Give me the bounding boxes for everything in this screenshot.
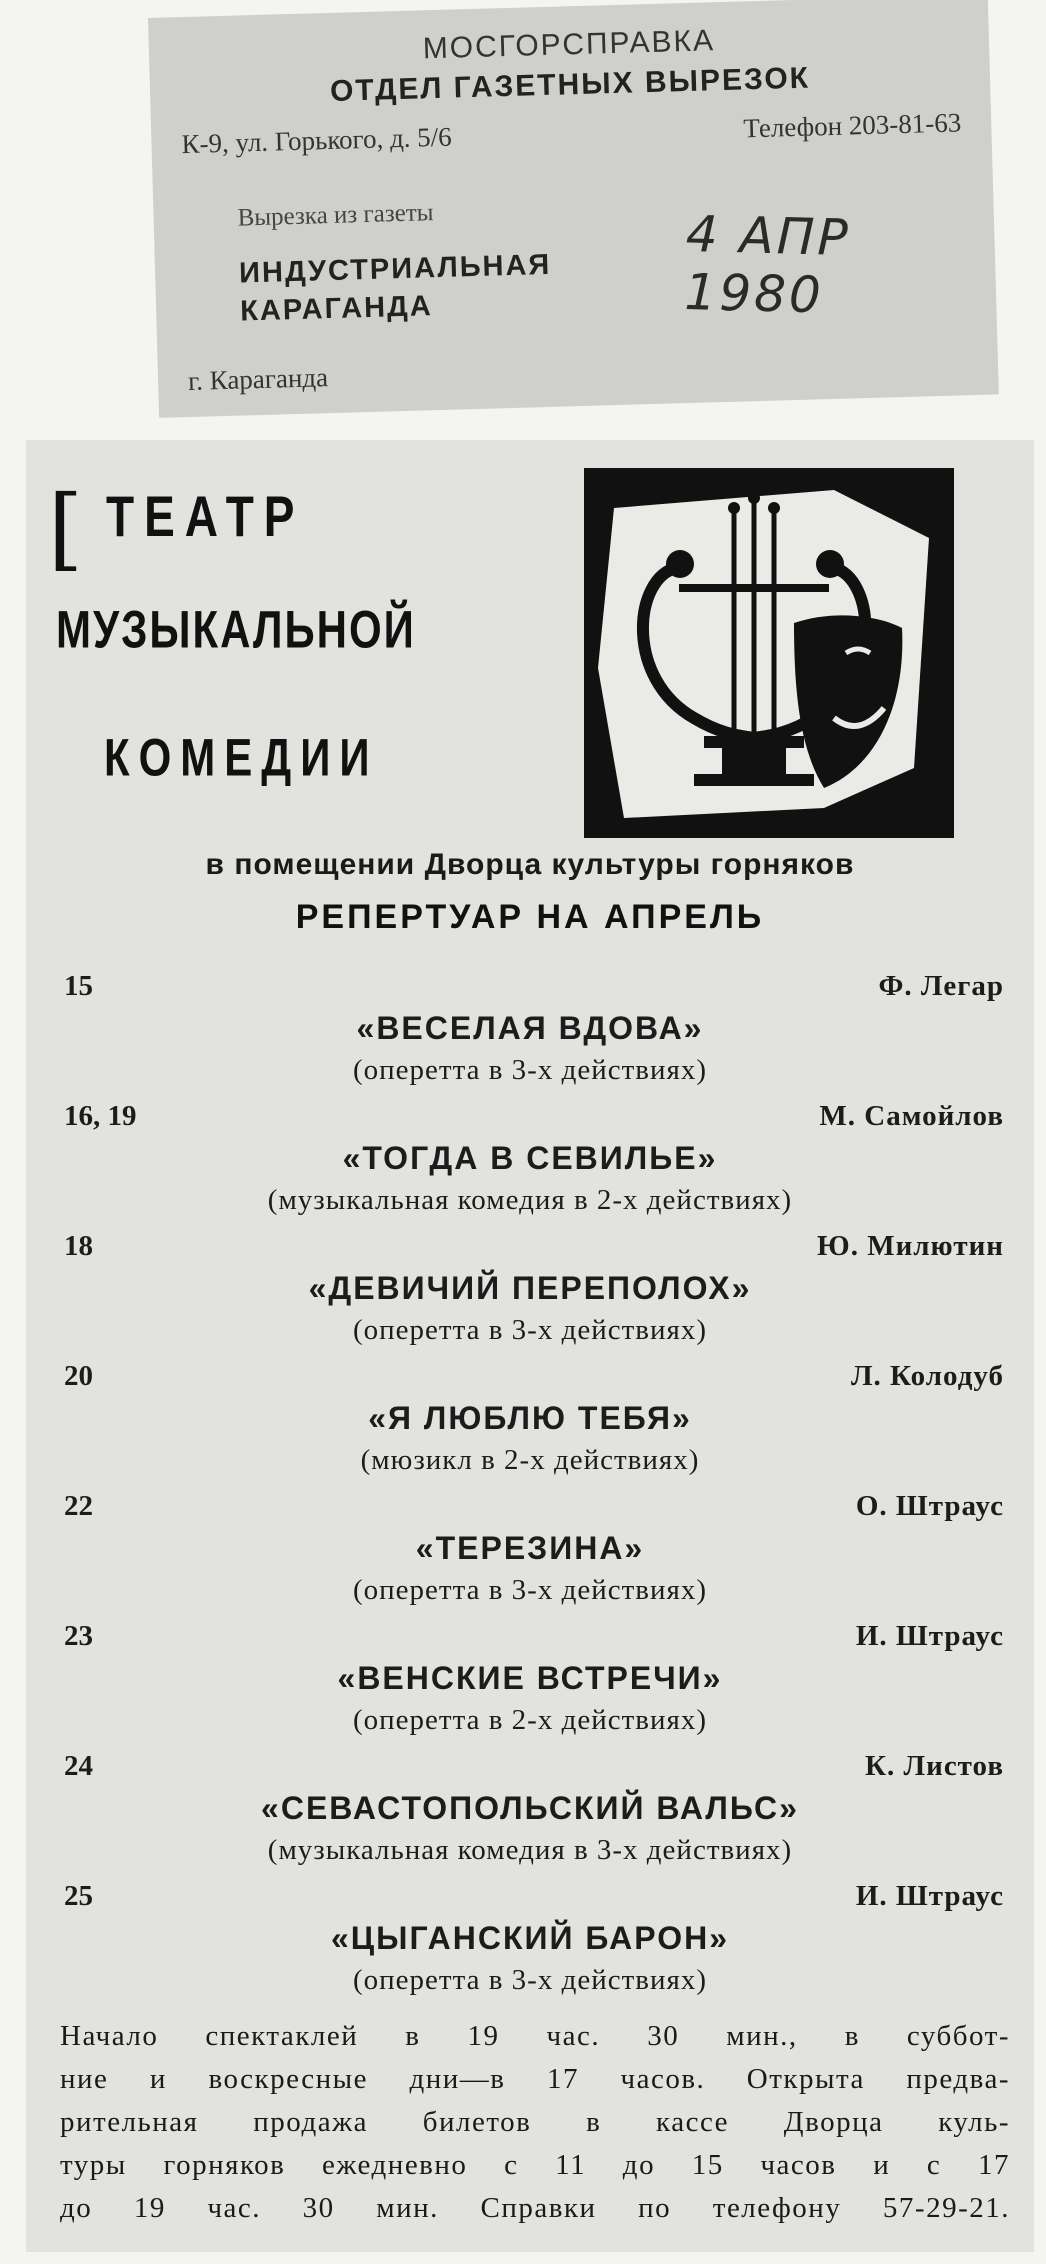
newspaper-clipping [26,440,1034,2252]
play-author: И. Штраус [855,1620,1004,1652]
stamp-city: г. Караганда [187,362,329,397]
play-date: 18 [64,1230,93,1262]
title-musical: МУЗЫКАЛЬНОЙ [56,600,416,659]
footer-line: до 19 час. 30 мин. Справки по телефону 57-29-21. [60,2192,1010,2224]
play-genre: (музыкальная комедия в 3-х действиях) [267,1834,793,1866]
play-date: 24 [64,1750,93,1782]
play-title: «ДЕВИЧИЙ ПЕРЕПОЛОХ» [308,1270,752,1306]
stamp-contact-row [181,107,962,160]
play-title: «ВЕНСКИЕ ВСТРЕЧИ» [337,1660,723,1696]
footer-info [60,2015,1010,2230]
footer-line: туры горняков ежедневно с 11 до 15 часов и с 17 [60,2149,1010,2181]
play-genre: (музыкальная комедия в 2-х действиях) [267,1184,793,1216]
title-comedy: КОМЕДИИ [104,728,379,787]
play-genre: (оперетта в 3-х действиях) [353,1574,707,1606]
play-author: О. Штраус [855,1490,1004,1522]
play-date: 23 [64,1620,93,1652]
play-author: Л. Колодуб [850,1360,1004,1392]
stamp-department: ОТДЕЛ ГАЗЕТНЫХ ВЫРЕЗОК [329,61,811,108]
play-author: Ф. Легар [878,970,1004,1002]
play-title: «ВЕСЕЛАЯ ВДОВА» [356,1010,704,1046]
play-title: «Я ЛЮБЛЮ ТЕБЯ» [368,1400,692,1436]
stamp-phone: Телефон 203-81-63 [742,107,962,144]
play-date: 22 [64,1490,93,1522]
play-title: «ТОГДА В СЕВИЛЬЕ» [342,1140,718,1176]
stamp-date: 4 АПР 1980 [683,204,852,325]
play-author: М. Самойлов [819,1100,1004,1132]
play-date: 20 [64,1360,93,1392]
clipping-service-stamp [148,0,999,418]
stamp-newspaper-line1: ИНДУСТРИАЛЬНАЯ [238,248,552,290]
play-author: Ю. Милютин [817,1230,1004,1262]
decorative-bracket-icon: [ [48,476,84,581]
stamp-newspaper-line2: КАРАГАНДА [239,290,434,328]
footer-line: рительная продажа билетов в кассе Дворца куль- [60,2106,1010,2138]
footer-line: Начало спектаклей в 19 час. 30 мин., в суббот- [60,2020,1010,2052]
play-date: 16, 19 [64,1100,137,1132]
lyre-and-mask-icon [584,468,954,838]
play-author: И. Штраус [855,1880,1004,1912]
play-title: «ЦЫГАНСКИЙ БАРОН» [331,1920,729,1956]
play-date: 15 [64,970,93,1002]
play-author: К. Листов [864,1750,1004,1782]
stamp-org: МОСГОРСПРАВКА [422,24,716,66]
footer-line: ние и воскресные дни—в 17 часов. Открыта предва- [60,2063,1010,2095]
title-theatre: ТЕАТР [106,483,305,549]
play-title: «ТЕРЕЗИНА» [415,1530,645,1566]
play-genre: (оперетта в 3-х действиях) [353,1314,707,1346]
stamp-address: К-9, ул. Горького, д. 5/6 [181,121,453,160]
play-genre: (мюзикл в 2-х действиях) [360,1444,700,1476]
venue-line: в помещении Дворца культуры горняков [205,848,855,881]
play-title: «СЕВАСТОПОЛЬСКИЙ ВАЛЬС» [261,1790,799,1826]
play-genre: (оперетта в 2-х действиях) [353,1704,707,1736]
play-genre: (оперетта в 3-х действиях) [353,1964,707,1996]
play-date: 25 [64,1880,93,1912]
repertoire-heading: РЕПЕРТУАР НА АПРЕЛЬ [295,898,765,936]
stamp-clipping-label: Вырезка из газеты [237,199,434,232]
play-genre: (оперетта в 3-х действиях) [353,1054,707,1086]
